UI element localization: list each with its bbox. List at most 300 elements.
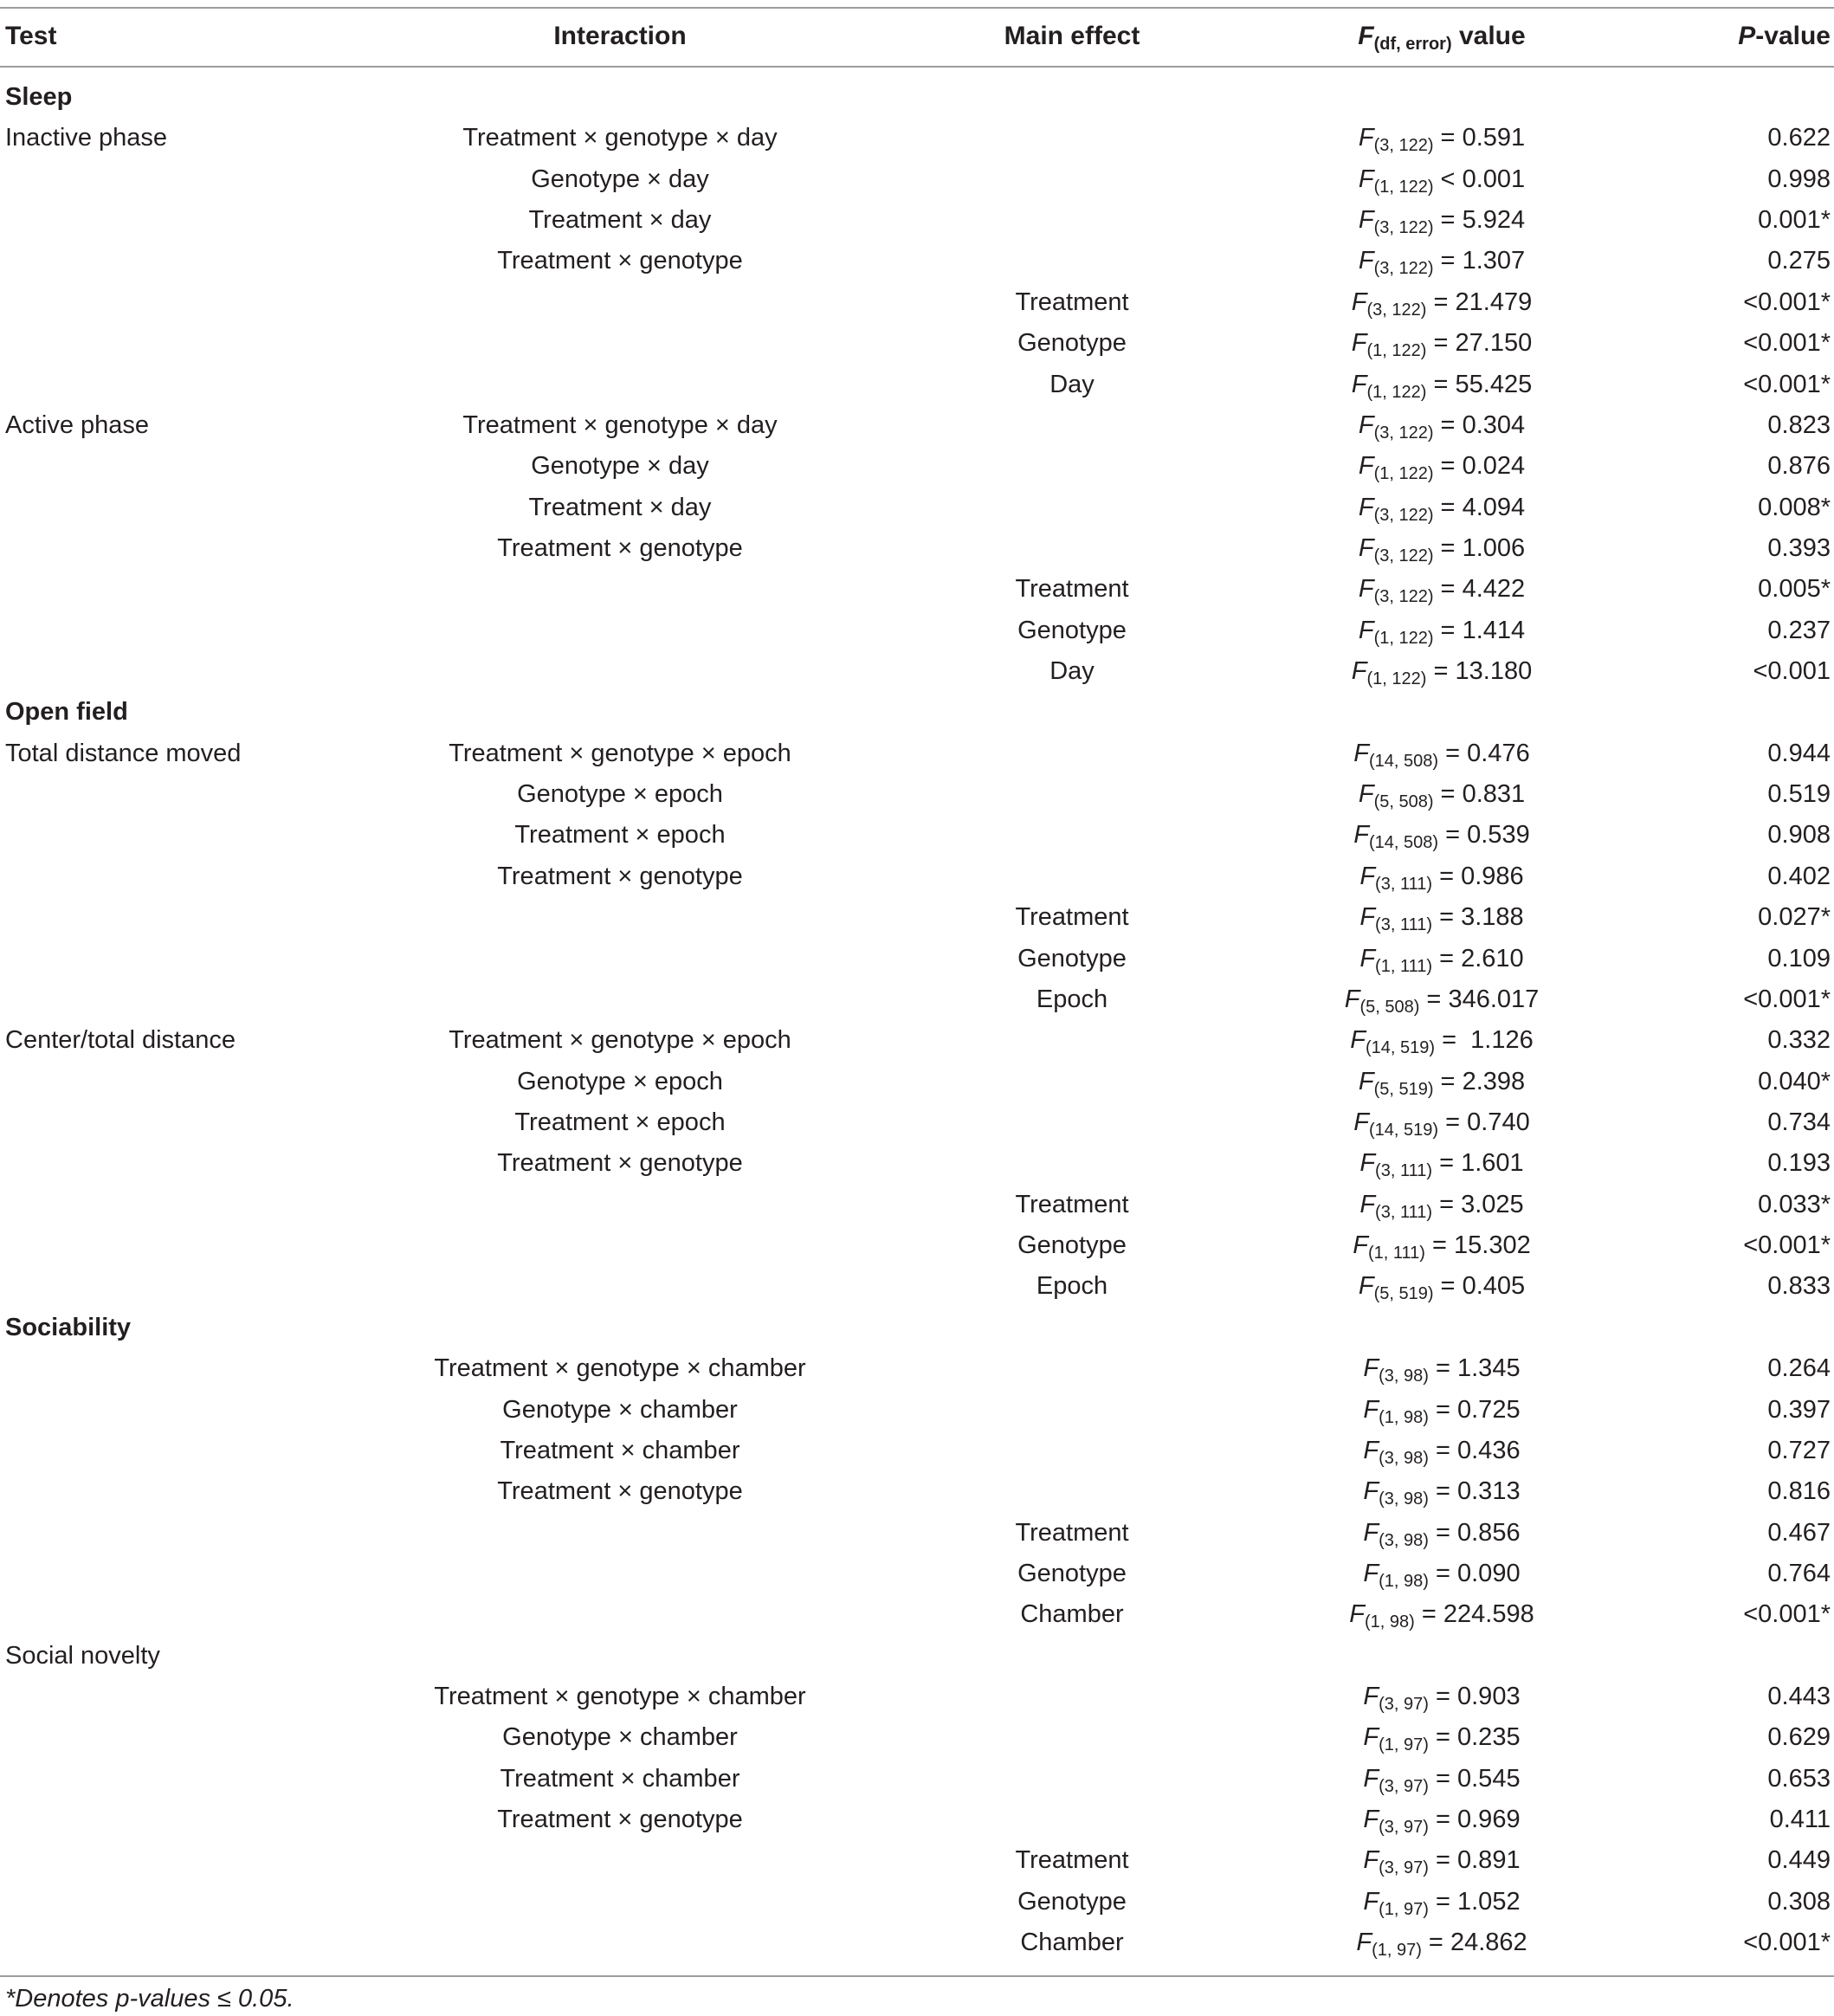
f-value-cell bbox=[1264, 1679, 1619, 1714]
f-statistic: 0.235 bbox=[1457, 1723, 1521, 1752]
f-value-cell bbox=[1264, 1925, 1619, 1960]
p-value-cell: 0.876 bbox=[1767, 452, 1831, 481]
f-relation: = bbox=[1426, 288, 1456, 316]
f-value-cell bbox=[1264, 941, 1619, 976]
test-cell: Social novelty bbox=[5, 1641, 160, 1670]
f-statistic: 1.006 bbox=[1462, 533, 1526, 562]
f-degrees-of-freedom: (5, 508) bbox=[1373, 792, 1434, 812]
table-row bbox=[0, 1556, 1834, 1597]
f-relation: = bbox=[1424, 1231, 1455, 1260]
header-bottom-rule bbox=[0, 66, 1834, 68]
p-value-cell: 0.332 bbox=[1767, 1026, 1831, 1055]
f-value-cell bbox=[1264, 1064, 1619, 1099]
f-subscript: (df, error) bbox=[1373, 35, 1452, 54]
table-row bbox=[0, 408, 1834, 449]
p-value-cell: <0.001* bbox=[1743, 288, 1831, 316]
interaction-cell: Treatment × genotype bbox=[497, 1477, 743, 1506]
f-degrees-of-freedom: (14, 508) bbox=[1369, 833, 1439, 853]
f-relation: < bbox=[1433, 165, 1463, 193]
f-statistic: 13.180 bbox=[1455, 657, 1533, 686]
p-value-cell: 0.402 bbox=[1767, 862, 1831, 890]
table-row bbox=[0, 1720, 1834, 1761]
p-value-cell: 0.833 bbox=[1767, 1272, 1831, 1301]
table-row bbox=[0, 449, 1834, 489]
interaction-cell: Treatment × day bbox=[528, 206, 712, 235]
f-letter: F bbox=[1350, 1026, 1366, 1055]
f-relation: = bbox=[1433, 780, 1463, 809]
f-value-cell bbox=[1264, 1884, 1619, 1919]
table-footnote: *Denotes p-values ≤ 0.05. bbox=[5, 1985, 294, 2013]
f-degrees-of-freedom: (3, 98) bbox=[1379, 1530, 1429, 1550]
f-relation: = bbox=[1428, 1436, 1457, 1464]
f-relation: = bbox=[1438, 1108, 1468, 1136]
main-effect-cell: Genotype bbox=[1017, 944, 1127, 972]
p-value-cell: 0.734 bbox=[1767, 1108, 1831, 1136]
p-value-cell: 0.109 bbox=[1767, 944, 1831, 972]
f-statistic: 3.188 bbox=[1461, 903, 1524, 932]
main-effect-cell: Treatment bbox=[1015, 1846, 1129, 1875]
f-statistic: 0.304 bbox=[1462, 410, 1526, 439]
f-value-cell bbox=[1264, 777, 1619, 811]
table-row bbox=[0, 572, 1834, 612]
f-relation: = bbox=[1428, 1477, 1457, 1506]
table-row bbox=[0, 1351, 1834, 1392]
f-degrees-of-freedom: (3, 97) bbox=[1379, 1818, 1429, 1838]
f-degrees-of-freedom: (14, 519) bbox=[1369, 1120, 1439, 1140]
f-degrees-of-freedom: (1, 122) bbox=[1373, 177, 1434, 197]
p-value-cell: <0.001* bbox=[1743, 329, 1831, 358]
f-degrees-of-freedom: (1, 122) bbox=[1366, 669, 1427, 689]
p-letter: P bbox=[1738, 22, 1756, 50]
f-degrees-of-freedom: (1, 122) bbox=[1366, 382, 1427, 402]
f-letter: F bbox=[1351, 329, 1367, 358]
f-relation: = bbox=[1428, 1354, 1457, 1383]
f-letter: F bbox=[1358, 533, 1374, 562]
f-relation: = bbox=[1414, 1600, 1443, 1629]
f-letter: F bbox=[1358, 575, 1374, 604]
f-value-cell bbox=[1264, 1802, 1619, 1837]
f-statistic: 1.601 bbox=[1461, 1149, 1524, 1178]
main-effect-cell: Genotype bbox=[1017, 1231, 1127, 1260]
f-value-cell bbox=[1264, 1392, 1619, 1427]
main-effect-cell: Treatment bbox=[1015, 1190, 1129, 1218]
table-row bbox=[0, 1269, 1834, 1309]
p-value-cell: 0.764 bbox=[1767, 1559, 1831, 1587]
f-relation: = bbox=[1428, 1723, 1457, 1752]
f-letter: F bbox=[1356, 1929, 1372, 1957]
f-value-cell bbox=[1264, 859, 1619, 894]
f-relation: = bbox=[1421, 1929, 1450, 1957]
section-row bbox=[0, 80, 1834, 120]
p-value-cell: 0.727 bbox=[1767, 1436, 1831, 1464]
f-relation: = bbox=[1428, 1806, 1457, 1834]
f-degrees-of-freedom: (3, 122) bbox=[1373, 587, 1434, 607]
table-row bbox=[0, 1228, 1834, 1269]
f-degrees-of-freedom: (3, 122) bbox=[1373, 423, 1434, 443]
main-effect-cell: Treatment bbox=[1015, 1518, 1129, 1547]
p-value-cell: 0.275 bbox=[1767, 247, 1831, 275]
table-row bbox=[0, 1515, 1834, 1556]
f-letter: F bbox=[1349, 1600, 1365, 1629]
p-value-cell: 0.005* bbox=[1758, 575, 1831, 604]
f-degrees-of-freedom: (1, 98) bbox=[1379, 1407, 1429, 1427]
f-letter: F bbox=[1358, 1272, 1374, 1301]
table-row bbox=[0, 1023, 1834, 1063]
f-value-cell bbox=[1264, 1228, 1619, 1263]
f-value-cell bbox=[1264, 982, 1619, 1017]
f-value-cell bbox=[1264, 572, 1619, 606]
section-row bbox=[0, 1310, 1834, 1351]
main-effect-cell: Genotype bbox=[1017, 1559, 1127, 1587]
table-row bbox=[0, 982, 1834, 1023]
f-relation: = bbox=[1435, 1026, 1471, 1055]
f-degrees-of-freedom: (1, 97) bbox=[1372, 1941, 1422, 1961]
f-statistic: 0.545 bbox=[1457, 1764, 1521, 1793]
f-relation: = bbox=[1433, 247, 1463, 275]
interaction-cell: Genotype × day bbox=[531, 165, 709, 193]
f-relation: = bbox=[1426, 329, 1456, 358]
p-value-cell: <0.001* bbox=[1743, 370, 1831, 398]
f-statistic: 0.986 bbox=[1461, 862, 1524, 890]
table-row bbox=[0, 1802, 1834, 1843]
f-letter: F bbox=[1363, 1887, 1379, 1916]
f-degrees-of-freedom: (3, 122) bbox=[1373, 546, 1434, 565]
interaction-cell: Treatment × genotype bbox=[497, 862, 743, 890]
f-degrees-of-freedom: (1, 122) bbox=[1373, 464, 1434, 484]
f-letter: F bbox=[1358, 206, 1374, 235]
p-value-cell: 0.823 bbox=[1767, 410, 1831, 439]
f-degrees-of-freedom: (3, 97) bbox=[1379, 1776, 1429, 1796]
main-effect-cell: Genotype bbox=[1017, 329, 1127, 358]
main-effect-cell: Day bbox=[1049, 657, 1095, 686]
f-statistic: 0.001 bbox=[1462, 165, 1526, 193]
interaction-cell: Treatment × day bbox=[528, 493, 712, 521]
f-relation: = bbox=[1428, 1764, 1457, 1793]
f-statistic: 0.090 bbox=[1457, 1559, 1521, 1587]
f-value-cell bbox=[1264, 449, 1619, 483]
f-relation: = bbox=[1433, 533, 1463, 562]
p-value-cell: 0.397 bbox=[1767, 1395, 1831, 1424]
f-relation: = bbox=[1433, 616, 1463, 644]
f-relation: = bbox=[1432, 862, 1462, 890]
f-letter: F bbox=[1363, 1477, 1379, 1506]
f-relation: = bbox=[1428, 1518, 1457, 1547]
f-value-cell bbox=[1264, 1146, 1619, 1180]
column-header-main-effect: Main effect bbox=[1004, 22, 1140, 50]
f-letter: F bbox=[1353, 739, 1369, 767]
table-row bbox=[0, 1392, 1834, 1433]
f-letter: F bbox=[1363, 1683, 1379, 1711]
table-row bbox=[0, 1146, 1834, 1186]
f-letter: F bbox=[1358, 1067, 1374, 1095]
f-relation: = bbox=[1432, 903, 1462, 932]
p-value-cell: <0.001 bbox=[1753, 657, 1831, 686]
f-letter: F bbox=[1353, 1231, 1368, 1260]
table-row bbox=[0, 285, 1834, 326]
test-cell: Total distance moved bbox=[5, 739, 242, 767]
p-value-cell: <0.001* bbox=[1743, 1231, 1831, 1260]
f-letter: F bbox=[1363, 1395, 1379, 1424]
f-statistic: 55.425 bbox=[1455, 370, 1533, 398]
p-value-cell: 0.008* bbox=[1758, 493, 1831, 521]
f-degrees-of-freedom: (3, 98) bbox=[1379, 1367, 1429, 1386]
interaction-cell: Treatment × genotype × epoch bbox=[449, 739, 791, 767]
main-effect-cell: Epoch bbox=[1036, 985, 1108, 1013]
f-value-cell bbox=[1264, 162, 1619, 197]
f-degrees-of-freedom: (3, 122) bbox=[1366, 300, 1427, 320]
f-statistic: 15.302 bbox=[1454, 1231, 1531, 1260]
f-statistic: 0.024 bbox=[1462, 452, 1526, 481]
main-effect-cell: Epoch bbox=[1036, 1272, 1108, 1301]
table-row bbox=[0, 367, 1834, 408]
table-row bbox=[0, 900, 1834, 940]
f-letter: F bbox=[1359, 944, 1376, 972]
interaction-cell: Treatment × genotype × day bbox=[462, 124, 778, 152]
f-value-cell bbox=[1264, 1474, 1619, 1509]
table-row bbox=[0, 1843, 1834, 1884]
f-value-cell bbox=[1264, 1351, 1619, 1386]
f-statistic: 0.903 bbox=[1457, 1683, 1521, 1711]
table-row bbox=[0, 162, 1834, 203]
p-value-cell: 0.001* bbox=[1758, 206, 1831, 235]
table-row bbox=[0, 243, 1834, 284]
table-row bbox=[0, 490, 1834, 531]
column-header-p-value bbox=[1619, 19, 1831, 54]
f-value-cell bbox=[1264, 1843, 1619, 1877]
f-value-cell bbox=[1264, 1105, 1619, 1140]
f-degrees-of-freedom: (3, 122) bbox=[1373, 136, 1434, 156]
table-row bbox=[0, 1638, 1834, 1679]
f-value-cell bbox=[1264, 203, 1619, 237]
p-value-cell: 0.653 bbox=[1767, 1764, 1831, 1793]
main-effect-cell: Day bbox=[1049, 370, 1095, 398]
f-degrees-of-freedom: (1, 122) bbox=[1366, 341, 1427, 361]
f-degrees-of-freedom: (3, 111) bbox=[1375, 1202, 1433, 1222]
interaction-cell: Treatment × epoch bbox=[514, 821, 726, 850]
f-relation: = bbox=[1428, 1846, 1457, 1875]
f-relation: = bbox=[1432, 1149, 1462, 1178]
f-letter: F bbox=[1358, 247, 1374, 275]
f-letter: F bbox=[1363, 1436, 1379, 1464]
p-value-cell: 0.264 bbox=[1767, 1354, 1831, 1383]
f-letter: F bbox=[1363, 1806, 1379, 1834]
p-value-cell: 0.193 bbox=[1767, 1149, 1831, 1178]
f-relation: = bbox=[1433, 1067, 1463, 1095]
f-statistic: 1.052 bbox=[1457, 1887, 1521, 1916]
f-value-cell bbox=[1264, 120, 1619, 155]
f-statistic: 0.313 bbox=[1457, 1477, 1521, 1506]
test-cell: Inactive phase bbox=[5, 124, 168, 152]
p-value-cell: 0.944 bbox=[1767, 739, 1831, 767]
p-value-cell: 0.040* bbox=[1758, 1067, 1831, 1095]
f-statistic: 0.969 bbox=[1457, 1806, 1521, 1834]
f-relation: = bbox=[1428, 1887, 1457, 1916]
section-title: Open field bbox=[5, 698, 128, 727]
interaction-cell: Treatment × chamber bbox=[500, 1436, 740, 1464]
f-value-cell bbox=[1264, 900, 1619, 934]
f-statistic: 0.856 bbox=[1457, 1518, 1521, 1547]
interaction-cell: Treatment × genotype bbox=[497, 1806, 743, 1834]
f-relation: = bbox=[1433, 206, 1463, 235]
table-row bbox=[0, 1105, 1834, 1146]
p-suffix: -value bbox=[1755, 22, 1831, 50]
interaction-cell: Treatment × genotype bbox=[497, 533, 743, 562]
f-statistic: 5.924 bbox=[1462, 206, 1526, 235]
f-value-cell bbox=[1264, 531, 1619, 565]
f-degrees-of-freedom: (1, 98) bbox=[1379, 1571, 1429, 1591]
p-value-cell: 0.027* bbox=[1758, 903, 1831, 932]
table-row bbox=[0, 941, 1834, 982]
p-value-cell: 0.629 bbox=[1767, 1723, 1831, 1752]
table-row bbox=[0, 203, 1834, 243]
f-value-cell bbox=[1264, 1515, 1619, 1550]
interaction-cell: Treatment × genotype × chamber bbox=[434, 1354, 806, 1383]
f-letter: F bbox=[1363, 1723, 1379, 1752]
f-letter: F bbox=[1358, 165, 1374, 193]
f-degrees-of-freedom: (5, 508) bbox=[1359, 997, 1420, 1017]
f-relation: = bbox=[1428, 1559, 1457, 1587]
f-value-cell bbox=[1264, 654, 1619, 688]
table-top-rule bbox=[0, 7, 1834, 9]
test-cell: Center/total distance bbox=[5, 1026, 236, 1055]
table-row bbox=[0, 1597, 1834, 1638]
f-letter: F bbox=[1351, 288, 1367, 316]
table-body bbox=[0, 80, 1834, 1967]
f-degrees-of-freedom: (14, 519) bbox=[1365, 1038, 1436, 1058]
f-degrees-of-freedom: (5, 519) bbox=[1373, 1284, 1434, 1304]
column-header-test: Test bbox=[5, 22, 57, 50]
interaction-cell: Treatment × genotype × epoch bbox=[449, 1026, 791, 1055]
f-statistic: 24.862 bbox=[1450, 1929, 1527, 1957]
p-value-cell: 0.622 bbox=[1767, 124, 1831, 152]
interaction-cell: Genotype × chamber bbox=[502, 1723, 738, 1752]
f-statistic: 1.345 bbox=[1457, 1354, 1521, 1383]
section-title: Sleep bbox=[5, 83, 73, 111]
f-degrees-of-freedom: (3, 111) bbox=[1375, 1161, 1433, 1181]
f-letter: F bbox=[1344, 985, 1360, 1013]
f-value-cell bbox=[1264, 326, 1619, 360]
f-degrees-of-freedom: (5, 519) bbox=[1373, 1079, 1434, 1099]
table-row bbox=[0, 1925, 1834, 1966]
f-statistic: 346.017 bbox=[1448, 985, 1540, 1013]
f-value-cell bbox=[1264, 736, 1619, 771]
f-letter: F bbox=[1351, 370, 1367, 398]
f-letter: F bbox=[1363, 1518, 1379, 1547]
f-value-cell bbox=[1264, 367, 1619, 402]
f-letter: F bbox=[1358, 780, 1374, 809]
f-degrees-of-freedom: (3, 111) bbox=[1375, 874, 1433, 894]
f-relation: = bbox=[1433, 410, 1463, 439]
f-value-cell bbox=[1264, 817, 1619, 852]
table-row bbox=[0, 817, 1834, 858]
f-statistic: 0.725 bbox=[1457, 1395, 1521, 1424]
f-degrees-of-freedom: (1, 97) bbox=[1379, 1899, 1429, 1919]
f-statistic: 3.025 bbox=[1461, 1190, 1524, 1218]
f-letter: F bbox=[1353, 821, 1369, 850]
f-statistic: 0.539 bbox=[1467, 821, 1530, 850]
f-letter: F bbox=[1358, 616, 1374, 644]
f-letter: F bbox=[1358, 22, 1374, 50]
section-row bbox=[0, 695, 1834, 735]
table-bottom-rule bbox=[0, 1975, 1834, 1977]
table-row bbox=[0, 1679, 1834, 1720]
f-value-cell bbox=[1264, 1187, 1619, 1222]
f-statistic: 0.436 bbox=[1457, 1436, 1521, 1464]
f-value-cell bbox=[1264, 1597, 1619, 1632]
interaction-cell: Treatment × epoch bbox=[514, 1108, 726, 1136]
f-letter: F bbox=[1359, 862, 1376, 890]
main-effect-cell: Treatment bbox=[1015, 288, 1129, 316]
interaction-cell: Treatment × genotype bbox=[497, 247, 743, 275]
f-statistic: 2.398 bbox=[1462, 1067, 1526, 1095]
f-relation: = bbox=[1438, 739, 1468, 767]
main-effect-cell: Genotype bbox=[1017, 616, 1127, 644]
p-value-cell: <0.001* bbox=[1743, 985, 1831, 1013]
main-effect-cell: Chamber bbox=[1020, 1929, 1124, 1957]
p-value-cell: 0.449 bbox=[1767, 1846, 1831, 1875]
f-relation: = bbox=[1428, 1683, 1457, 1711]
f-degrees-of-freedom: (1, 97) bbox=[1379, 1735, 1429, 1755]
f-statistic: 0.831 bbox=[1462, 780, 1526, 809]
table-row bbox=[0, 1474, 1834, 1515]
f-value-cell bbox=[1264, 1269, 1619, 1303]
f-degrees-of-freedom: (3, 122) bbox=[1373, 218, 1434, 238]
interaction-cell: Genotype × chamber bbox=[502, 1395, 738, 1424]
f-degrees-of-freedom: (3, 97) bbox=[1379, 1695, 1429, 1715]
f-relation: = bbox=[1433, 493, 1463, 521]
p-value-cell: 0.467 bbox=[1767, 1518, 1831, 1547]
f-degrees-of-freedom: (3, 122) bbox=[1373, 505, 1434, 525]
main-effect-cell: Treatment bbox=[1015, 903, 1129, 932]
main-effect-cell: Chamber bbox=[1020, 1600, 1124, 1629]
interaction-cell: Treatment × genotype × day bbox=[462, 410, 778, 439]
p-value-cell: 0.816 bbox=[1767, 1477, 1831, 1506]
f-value-cell bbox=[1264, 1023, 1619, 1057]
f-value-cell bbox=[1264, 1433, 1619, 1468]
p-value-cell: 0.237 bbox=[1767, 616, 1831, 644]
f-relation: = bbox=[1428, 1395, 1457, 1424]
p-value-cell: 0.908 bbox=[1767, 821, 1831, 850]
f-relation: = bbox=[1419, 985, 1449, 1013]
f-relation: = bbox=[1433, 124, 1463, 152]
table-row bbox=[0, 736, 1834, 777]
f-letter: F bbox=[1359, 1149, 1376, 1178]
f-letter: F bbox=[1358, 452, 1374, 481]
f-relation: = bbox=[1433, 1272, 1463, 1301]
f-degrees-of-freedom: (1, 111) bbox=[1367, 1244, 1425, 1263]
f-suffix: value bbox=[1451, 22, 1526, 50]
f-degrees-of-freedom: (14, 508) bbox=[1369, 751, 1439, 771]
table-row bbox=[0, 613, 1834, 654]
f-statistic: 0.405 bbox=[1462, 1272, 1526, 1301]
f-value-cell bbox=[1264, 1720, 1619, 1754]
f-degrees-of-freedom: (1, 111) bbox=[1375, 956, 1433, 976]
f-value-cell bbox=[1264, 1556, 1619, 1591]
f-letter: F bbox=[1358, 124, 1374, 152]
f-statistic: 4.422 bbox=[1462, 575, 1526, 604]
p-value-cell: 0.443 bbox=[1767, 1683, 1831, 1711]
f-statistic: 0.891 bbox=[1457, 1846, 1521, 1875]
main-effect-cell: Treatment bbox=[1015, 575, 1129, 604]
f-letter: F bbox=[1359, 903, 1376, 932]
f-statistic: 1.307 bbox=[1462, 247, 1526, 275]
f-letter: F bbox=[1358, 493, 1374, 521]
interaction-cell: Genotype × epoch bbox=[517, 780, 723, 809]
f-statistic: 2.610 bbox=[1461, 944, 1524, 972]
f-relation: = bbox=[1438, 821, 1468, 850]
f-relation: = bbox=[1432, 1190, 1462, 1218]
section-title: Sociability bbox=[5, 1313, 132, 1341]
